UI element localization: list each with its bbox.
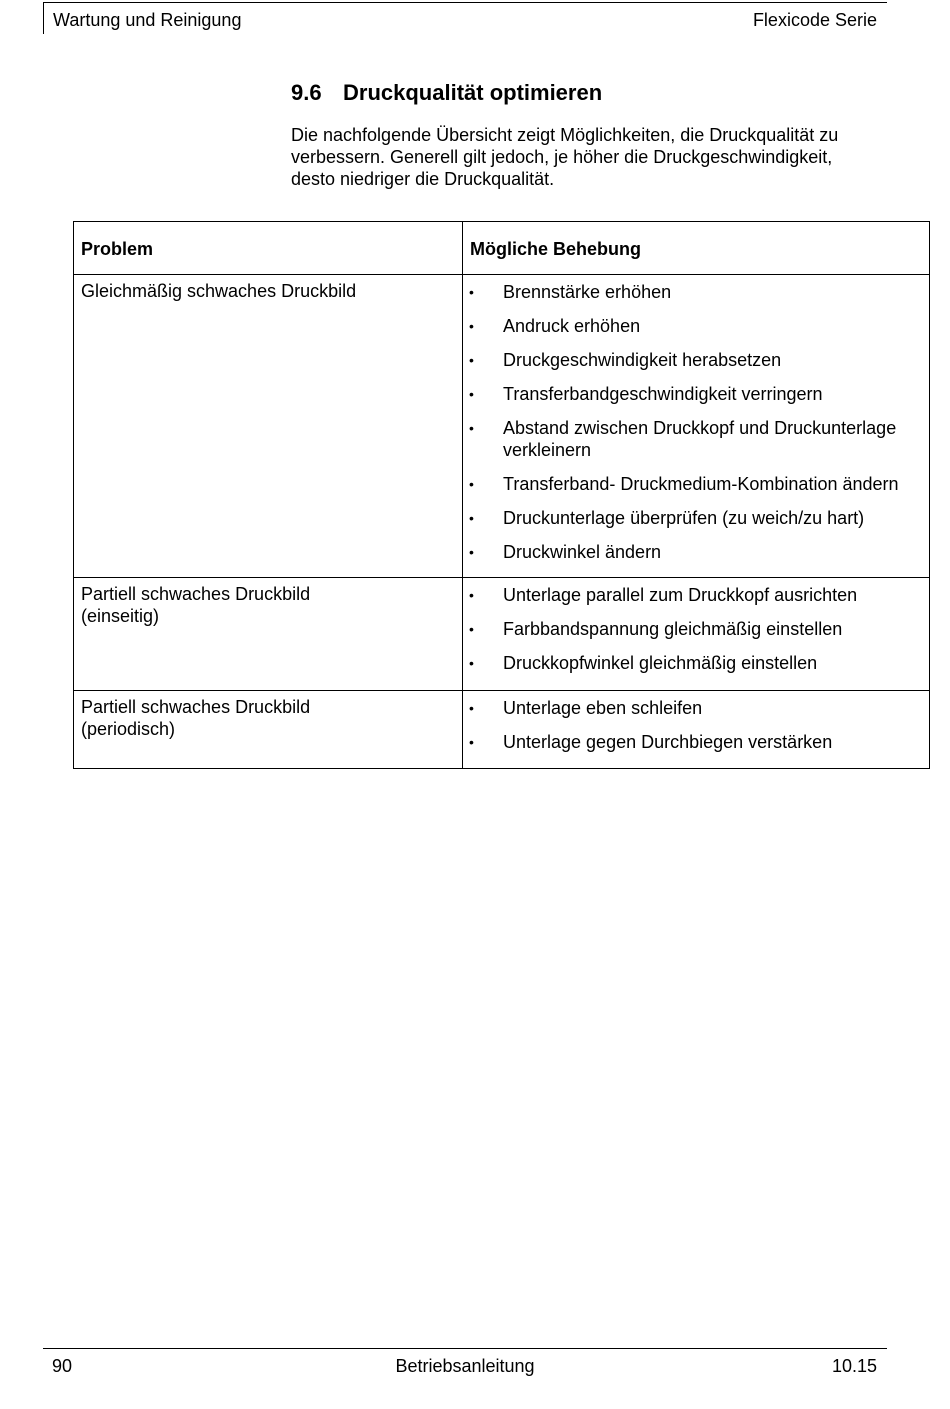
bullet-icon: • [469, 734, 474, 750]
problem-line: Partiell schwaches Druckbild [81, 584, 311, 604]
fix-item: • Transferbandgeschwindigkeit verringern [469, 384, 823, 404]
fix-item: • Druckgeschwindigkeit herabsetzen [469, 350, 782, 370]
fix-item: • Transferband- Druckmedium-Kombination ändern [469, 474, 899, 494]
bullet-icon: • [469, 284, 474, 300]
fix-item: • Andruck erhöhen [469, 316, 641, 336]
bullet-icon: • [469, 655, 474, 671]
page-number: 90 [52, 1356, 73, 1376]
intro-line: verbessern. Generell gilt jedoch, je höher die Druckgeschwindigkeit, [291, 147, 833, 167]
bullet-icon: • [469, 587, 474, 603]
table-row [74, 578, 930, 691]
bullet-icon: • [469, 476, 474, 492]
table-row [74, 691, 930, 769]
header-product-series: Flexicode Serie [752, 10, 877, 30]
problem-line: Partiell schwaches Druckbild [81, 697, 311, 717]
fix-item: • Druckwinkel ändern [469, 542, 662, 562]
bullet-icon: • [469, 700, 474, 716]
table-row [74, 275, 930, 578]
fix-item: • Unterlage gegen Durchbiegen verstärken [469, 732, 833, 752]
fix-item: • Druckunterlage überprüfen (zu weich/zu hart) [469, 508, 865, 528]
problem-line: Gleichmäßig schwaches Druckbild [81, 281, 357, 301]
section-heading [291, 80, 602, 106]
bullet-icon: • [469, 386, 474, 402]
fix-list [463, 578, 929, 684]
page-footer [43, 1348, 887, 1389]
fix-cell [463, 691, 930, 769]
bullet-icon: • [469, 621, 474, 637]
fix-item: • Unterlage parallel zum Druckkopf ausrichten [469, 585, 858, 605]
bullet-icon: • [469, 352, 474, 368]
section-title: Druckqualität optimieren [343, 80, 603, 105]
fix-item: • Abstand zwischen Druckkopf und Druckunterlage verkleinern [469, 418, 897, 460]
bullet-icon: • [469, 318, 474, 334]
fix-item: • Brennstärke erhöhen [469, 282, 672, 302]
fix-list [463, 691, 929, 763]
problem-cell [74, 578, 463, 691]
column-header-problem: Problem [74, 222, 463, 275]
column-header-fix: Mögliche Behebung [463, 222, 930, 275]
fix-item: • Unterlage eben schleifen [469, 698, 703, 718]
fix-item: • Druckkopfwinkel gleichmäßig einstellen [469, 653, 818, 673]
page-header [43, 2, 887, 34]
header-chapter-title: Wartung und Reinigung [53, 10, 242, 30]
section-number: 9.6 [291, 80, 322, 105]
problem-line: (periodisch) [81, 719, 176, 739]
intro-line: Die nachfolgende Übersicht zeigt Möglichkeiten, die Druckqualität zu [291, 125, 839, 145]
fix-cell [463, 578, 930, 691]
bullet-icon: • [469, 510, 474, 526]
intro-line: desto niedriger die Druckqualität. [291, 169, 555, 189]
footer-version: 10.15 [831, 1356, 877, 1376]
bullet-icon: • [469, 420, 474, 436]
fix-item: • Farbbandspannung gleichmäßig einstellen [469, 619, 843, 639]
fix-list [463, 275, 929, 573]
intro-paragraph [291, 124, 891, 190]
bullet-icon: • [469, 544, 474, 560]
fix-cell [463, 275, 930, 578]
problem-cell [74, 275, 463, 578]
footer-document-type: Betriebsanleitung [395, 1356, 535, 1376]
table-header-row [74, 222, 930, 275]
troubleshooting-table [73, 221, 930, 769]
problem-line: (einseitig) [81, 606, 160, 626]
problem-cell [74, 691, 463, 769]
